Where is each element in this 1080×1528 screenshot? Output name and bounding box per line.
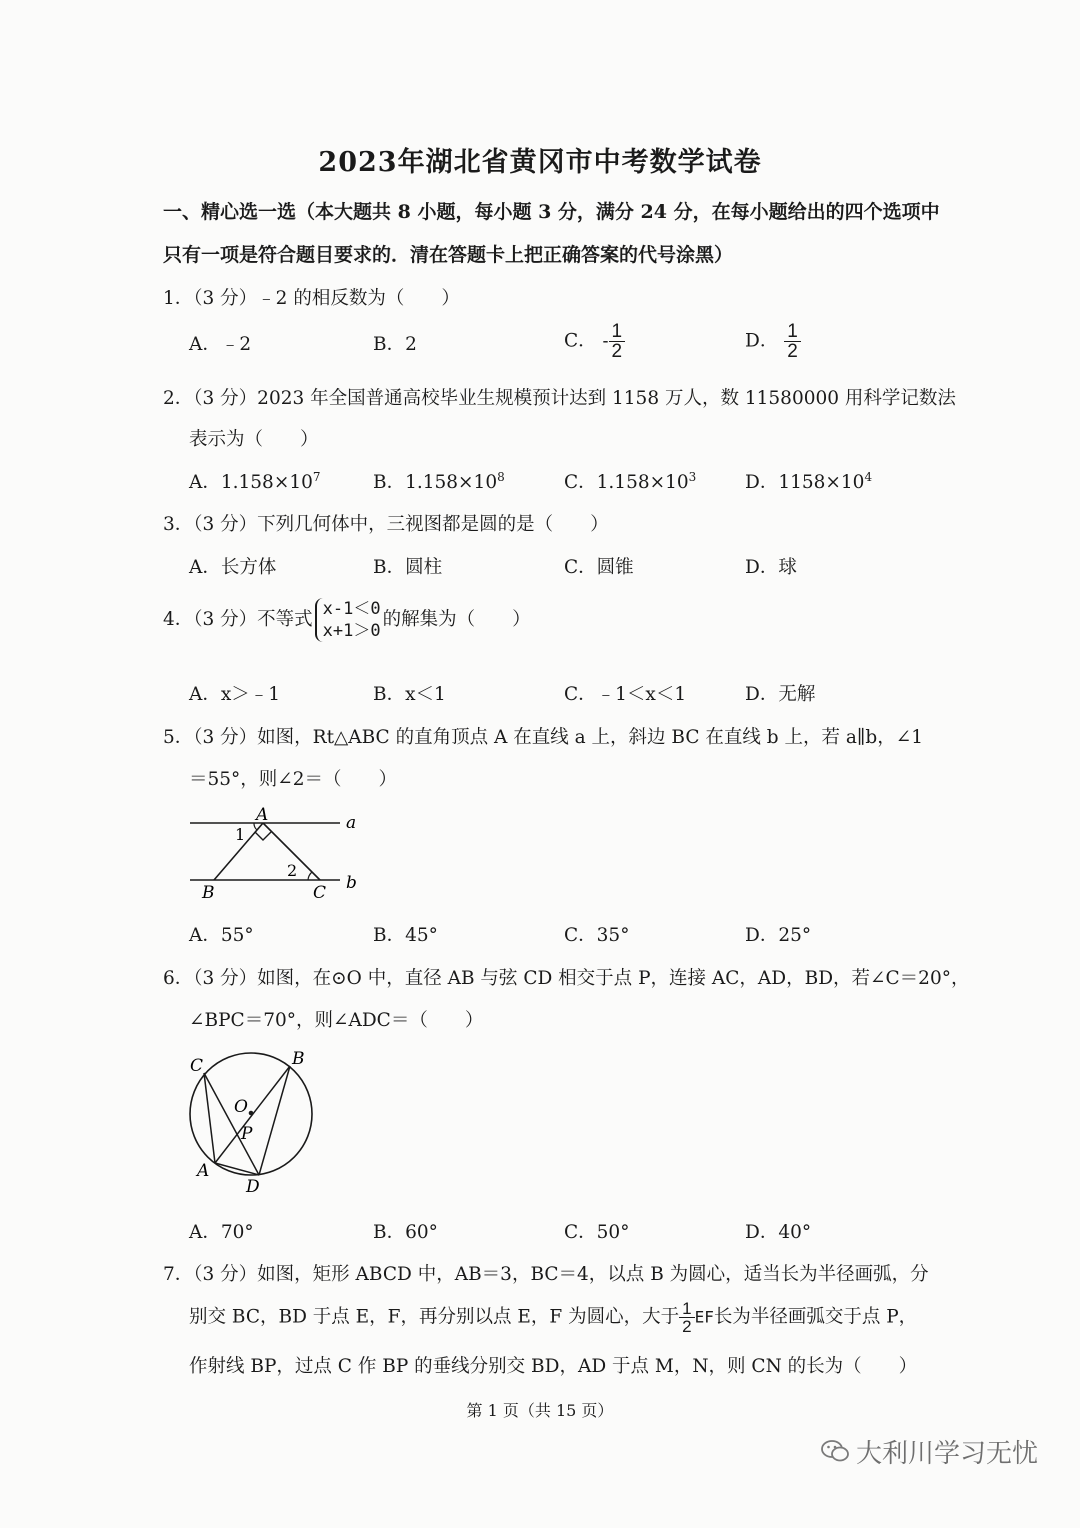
page-footer: 第 1 页（共 15 页） [466, 1401, 614, 1420]
q6-option-c: C．50° [564, 1222, 630, 1243]
q6-option-b: B．60° [373, 1222, 438, 1243]
inequality-system: x-1＜0 x+1＞0 [315, 598, 381, 642]
q2-option-c: C．$1.158\times 10^3$ [564, 469, 697, 493]
label-A: A [197, 1161, 210, 1181]
q2-option-b: B．$1.158\times 10^8$ [373, 469, 505, 493]
q3-stem: 3．（3 分）下列几何体中，三视图都是圆的是（ ） [163, 514, 609, 535]
label-B: B [202, 883, 215, 903]
q6-stem-line2: ∠BPC＝70°，则∠ADC＝（ ） [189, 1010, 484, 1031]
q2-stem-line2: 表示为（ ） [189, 429, 319, 450]
q4-option-d: D．无解 [745, 684, 816, 705]
q1-option-d: D． $\frac{1}{2}$ [745, 322, 801, 361]
q5-stem-line2: ＝55°，则∠2＝（ ） [189, 769, 398, 790]
q6-stem-line1: 6．（3 分）如图，在⊙O 中，直径 AB 与弦 CD 相交于点 P，连接 AC，AD，BD，若∠C＝20°， [163, 968, 970, 989]
q5-option-b: B．45° [373, 925, 438, 946]
q1-option-b: B．2 [373, 334, 417, 355]
label-D: D [246, 1177, 260, 1197]
q4-option-c: C．﹣1＜x＜1 [564, 684, 687, 705]
center-point [249, 1111, 254, 1116]
q5-stem-line1: 5．（3 分）如图，Rt△ABC 的直角顶点 A 在直线 a 上，斜边 BC 在直线 b 上，若 a∥b，∠1 [163, 727, 924, 748]
q5-option-c: C．35° [564, 925, 630, 946]
label-P: P [241, 1124, 253, 1144]
section-header-line2: 只有一项是符合题目要求的．清在答题卡上把正确答案的代号涂黑） [163, 244, 734, 266]
q2-option-a: A．$1.158\times 10^7$ [189, 469, 321, 493]
label-angle2: 2 [287, 861, 298, 880]
label-O: O [234, 1097, 248, 1117]
q2-option-d: D．$1158\times 10^4$ [745, 469, 873, 493]
q6-option-d: D．40° [745, 1222, 812, 1243]
q6-figure [182, 1046, 322, 1198]
q5-option-d: D．25° [745, 925, 812, 946]
right-angle-mark [255, 832, 271, 840]
q4-stem: 4．（3 分）不等式 x-1＜0 x+1＞0 的解集为（ ） [163, 599, 531, 641]
q4-option-b: B．x＜1 [373, 684, 446, 705]
label-a: a [346, 813, 357, 833]
q4-option-a: A．x＞﹣1 [189, 684, 281, 705]
q6-option-a: A．70° [189, 1222, 254, 1243]
label-b: b [346, 873, 357, 893]
label-A: A [256, 805, 269, 825]
q5-figure [180, 800, 380, 905]
q7-stem-line3: 作射线 BP，过点 C 作 BP 的垂线分别交 BD，AD 于点 M，N，则 CN 的长为（ ） [189, 1356, 918, 1377]
section-header-line1: 一、精心选一选（本大题共 8 小题，每小题 3 分，满分 24 分，在每小题给出的四个选项中 [163, 201, 940, 223]
segment-bd [259, 1066, 290, 1175]
label-B: B [292, 1049, 305, 1069]
q2-stem-line1: 2．（3 分）2023 年全国普通高校毕业生规模预计达到 1158 万人，数 11580000 用科学记数法 [163, 388, 956, 409]
q1-stem: 1．（3 分）﹣2 的相反数为（ ） [163, 288, 460, 309]
q7-stem-line2: 别交 BC，BD 于点 E，F，再分别以点 E，F 为圆心，大于 $\frac{1}{2}$ EF长为半径画弧交于点 P， [189, 1299, 918, 1336]
q3-option-a: A．长方体 [189, 557, 277, 578]
q3-option-b: B．圆柱 [373, 557, 443, 578]
angle2-arc [308, 872, 312, 880]
q7-stem-line1: 7．（3 分）如图，矩形 ABCD 中，AB＝3，BC＝4，以点 B 为圆心，适当长为半径画弧，分 [163, 1264, 929, 1285]
segment-ac [204, 1073, 215, 1163]
wechat-icon [820, 1438, 850, 1471]
q3-option-c: C．圆锥 [564, 557, 634, 578]
page-title: 2023年湖北省黄冈市中考数学试卷 [318, 147, 762, 178]
watermark: 大利川学习无忧 [820, 1433, 1038, 1471]
q1-option-a: A．﹣2 [189, 334, 252, 355]
label-C: C [313, 883, 327, 903]
label-angle1: 1 [235, 825, 246, 844]
q3-option-d: D．球 [745, 557, 797, 578]
q1-option-c: C． - $\frac{1}{2}$ [564, 322, 625, 361]
q5-option-a: A．55° [189, 925, 254, 946]
label-C: C [190, 1056, 204, 1076]
